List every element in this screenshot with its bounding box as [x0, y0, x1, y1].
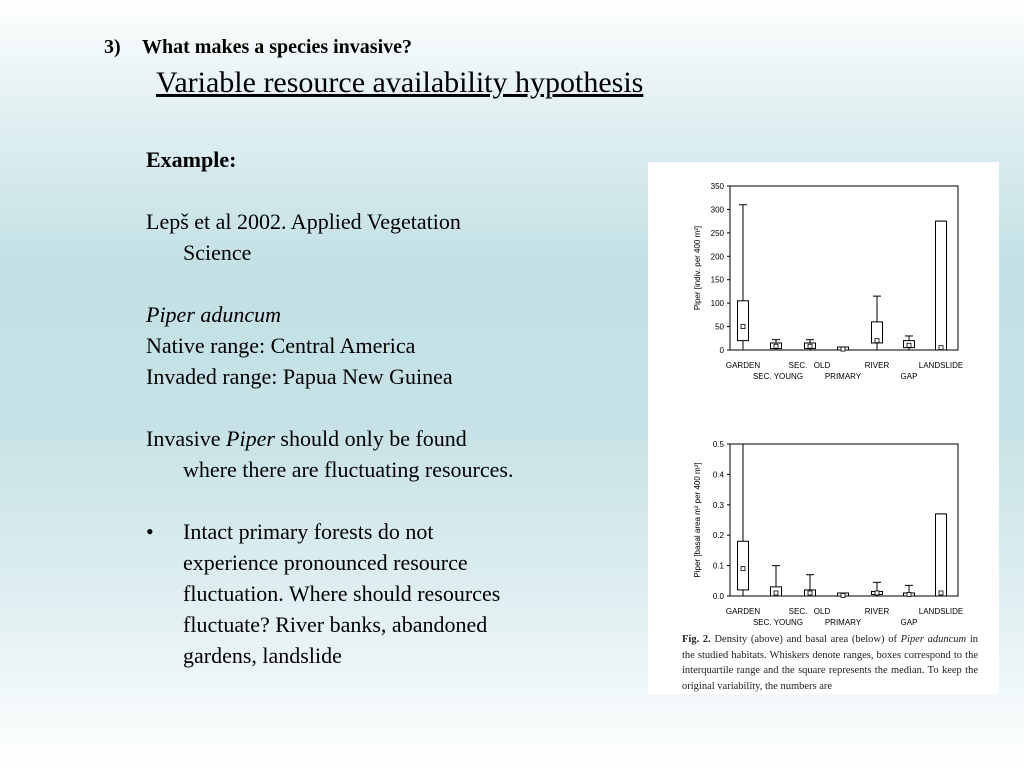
bullet-line: fluctuate? River banks, abandoned: [183, 612, 488, 637]
median-marker: [774, 591, 778, 595]
y-tick-label: 0.1: [712, 561, 724, 571]
y-tick-label: 0.4: [712, 470, 724, 480]
median-marker: [741, 325, 745, 329]
x-category-label: GARDEN: [725, 361, 761, 370]
example-label: Example:: [146, 147, 237, 172]
invasive-pre: Invasive: [146, 426, 227, 451]
plot-frame: [730, 186, 958, 350]
x-category-label: OLD: [813, 607, 831, 616]
plot-frame: [730, 444, 958, 596]
invaded-range: Invaded range: Papua New Guinea: [146, 364, 453, 389]
invasive-italic: Piper: [226, 426, 275, 451]
y-tick-label: 0.3: [712, 500, 724, 510]
y-tick-label: 150: [710, 275, 724, 285]
x-category-label: RIVER: [864, 361, 890, 370]
bullet-line: gardens, landslide: [183, 643, 342, 668]
slide-body: [146, 144, 626, 671]
invasive-statement: [146, 423, 626, 485]
figure-caption: [682, 632, 978, 694]
box: [936, 221, 947, 350]
x-category-label: GAP: [900, 618, 918, 627]
native-range: Native range: Central America: [146, 333, 416, 358]
x-category-label: OLD: [813, 361, 831, 370]
caption-pre: Density (above) and basal area (below) of: [710, 634, 901, 645]
x-category-label: RIVER: [864, 607, 890, 616]
y-tick-label: 100: [710, 299, 724, 309]
species-name: Piper aduncum: [146, 302, 282, 327]
x-category-label: PRIMARY: [824, 618, 862, 627]
x-category-label: GARDEN: [725, 607, 761, 616]
box: [936, 514, 947, 596]
x-category-label: PRIMARY: [824, 372, 862, 381]
median-marker: [939, 591, 943, 595]
figure-panel: [648, 162, 999, 694]
y-tick-label: 0.2: [712, 531, 724, 541]
median-marker: [907, 343, 911, 347]
median-marker: [741, 567, 745, 571]
x-category-label: SEC.: [788, 607, 808, 616]
box: [738, 301, 749, 341]
y-tick-label: 200: [710, 252, 724, 262]
x-category-label: GAP: [900, 372, 918, 381]
citation-line1: Lepš et al 2002. Applied Vegetation: [146, 209, 461, 234]
median-marker: [808, 344, 812, 348]
slide-subtitle: Variable resource availability hypothesis: [156, 66, 644, 99]
x-category-label: LANDSLIDE: [918, 361, 964, 370]
invasive-line2: where there are fluctuating resources.: [183, 457, 514, 482]
x-category-label: SEC. YOUNG: [752, 372, 804, 381]
bullet-line: Intact primary forests do not: [183, 519, 434, 544]
y-tick-label: 0.0: [712, 592, 724, 601]
caption-label: Fig. 2.: [682, 634, 711, 645]
y-tick-label: 350: [710, 182, 724, 191]
x-category-label: LANDSLIDE: [918, 607, 964, 616]
question-number: 3): [104, 36, 121, 58]
y-tick-label: 250: [710, 228, 724, 238]
y-tick-label: 0.5: [712, 440, 724, 449]
median-marker: [875, 339, 879, 343]
caption-species: Piper aduncum: [900, 634, 967, 645]
median-marker: [808, 591, 812, 595]
bullet-symbol: •: [146, 519, 154, 544]
figure-charts: [648, 162, 999, 694]
y-axis-label: Piper [basal area m² per 400 m²]: [693, 462, 702, 578]
y-tick-label: 300: [710, 205, 724, 215]
question-heading: [104, 36, 412, 59]
bullet-item: [146, 516, 626, 671]
median-marker: [907, 592, 911, 596]
median-marker: [774, 344, 778, 348]
median-marker: [841, 593, 845, 597]
median-marker: [939, 346, 943, 350]
bullet-line: experience pronounced resource: [183, 550, 468, 575]
citation: [146, 206, 626, 268]
invasive-post: should only be found: [274, 426, 467, 451]
x-category-label: SEC. YOUNG: [752, 618, 804, 627]
median-marker: [841, 347, 845, 351]
x-category-label: SEC.: [788, 361, 808, 370]
y-axis-label: Piper [indiv. per 400 m²]: [693, 225, 702, 311]
question-text: What makes a species invasive?: [142, 36, 412, 58]
y-tick-label: 0: [719, 346, 724, 355]
y-tick-label: 50: [715, 322, 724, 332]
median-marker: [875, 591, 879, 595]
caption-post: in the studied habitats. Whiskers denote ranges, boxes correspond to the interquartile range and the square represents the median. To keep the original variability, the numbers are: [682, 634, 978, 692]
citation-line2: Science: [183, 240, 252, 265]
bullet-line: fluctuation. Where should resources: [183, 581, 501, 606]
box: [738, 541, 749, 590]
